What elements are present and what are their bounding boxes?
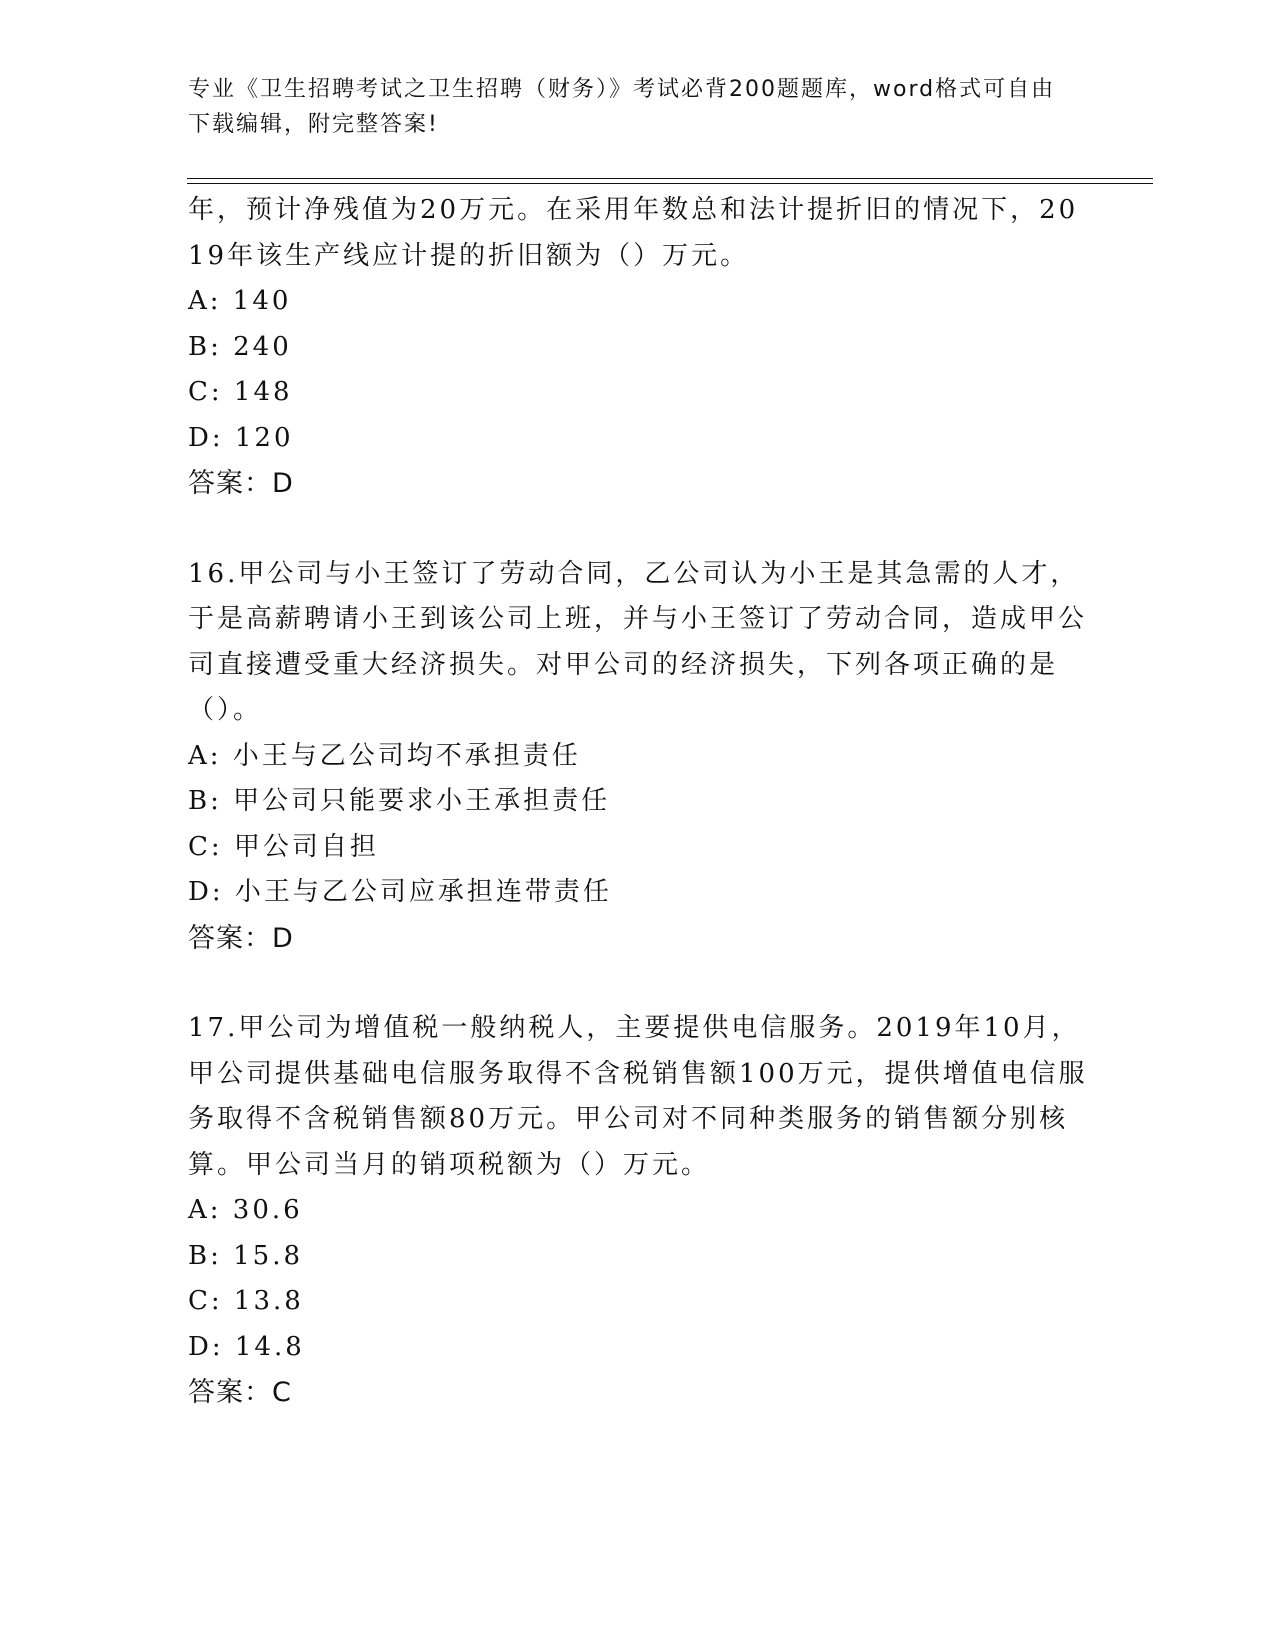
option-a: A: 30.6 [188, 1195, 303, 1225]
answer-line: 答案：D [188, 468, 294, 499]
option-b: B: 甲公司只能要求小王承担责任 [188, 786, 611, 816]
option-d: D: 14.8 [188, 1331, 305, 1362]
question-15-continued [188, 188, 1088, 507]
question-16 [188, 552, 1088, 962]
question-list [188, 188, 1088, 1461]
answer-line: 答案：C [188, 1377, 292, 1408]
option-c: C: 甲公司自担 [188, 831, 379, 862]
option-d: D: 120 [188, 422, 294, 453]
option-b: B: 240 [188, 331, 292, 362]
answer-line: 答案：D [188, 922, 294, 954]
question-text: 年，预计净残值为20万元。在采用年数总和法计提折旧的情况下，2019年该生产线应计提的折旧额为（）万元。 [188, 195, 1079, 271]
option-a: A: 小王与乙公司均不承担责任 [188, 740, 581, 771]
question-text: 17.甲公司为增值税一般纳税人，主要提供电信服务。2019年10月，甲公司提供基础电信服务取得不含税销售额100万元，提供增值电信服务取得不含税销售额80万元。甲公司对不同种类服务的销售额分别核算。甲公司当月的销项税额为（）万元。 [188, 1013, 1088, 1180]
option-c: C: 13.8 [188, 1286, 304, 1316]
header-rule-top [187, 178, 1153, 179]
header-rule-bottom [187, 183, 1153, 184]
question-17 [188, 1006, 1088, 1416]
question-text: 16.甲公司与小王签订了劳动合同，乙公司认为小王是其急需的人才，于是高薪聘请小王到该公司上班，并与小王签订了劳动合同，造成甲公司直接遭受重大经济损失。对甲公司的经济损失，下列各项正确的是（）。 [188, 558, 1088, 725]
option-a: A: 140 [188, 286, 292, 316]
option-d: D: 小王与乙公司应承担连带责任 [188, 877, 612, 907]
document-header-title: 专业《卫生招聘考试之卫生招聘（财务）》考试必背200题题库，word格式可自由下载编辑，附完整答案! [188, 77, 1056, 137]
option-b: B: 15.8 [188, 1240, 304, 1271]
option-c: C: 148 [188, 377, 293, 407]
